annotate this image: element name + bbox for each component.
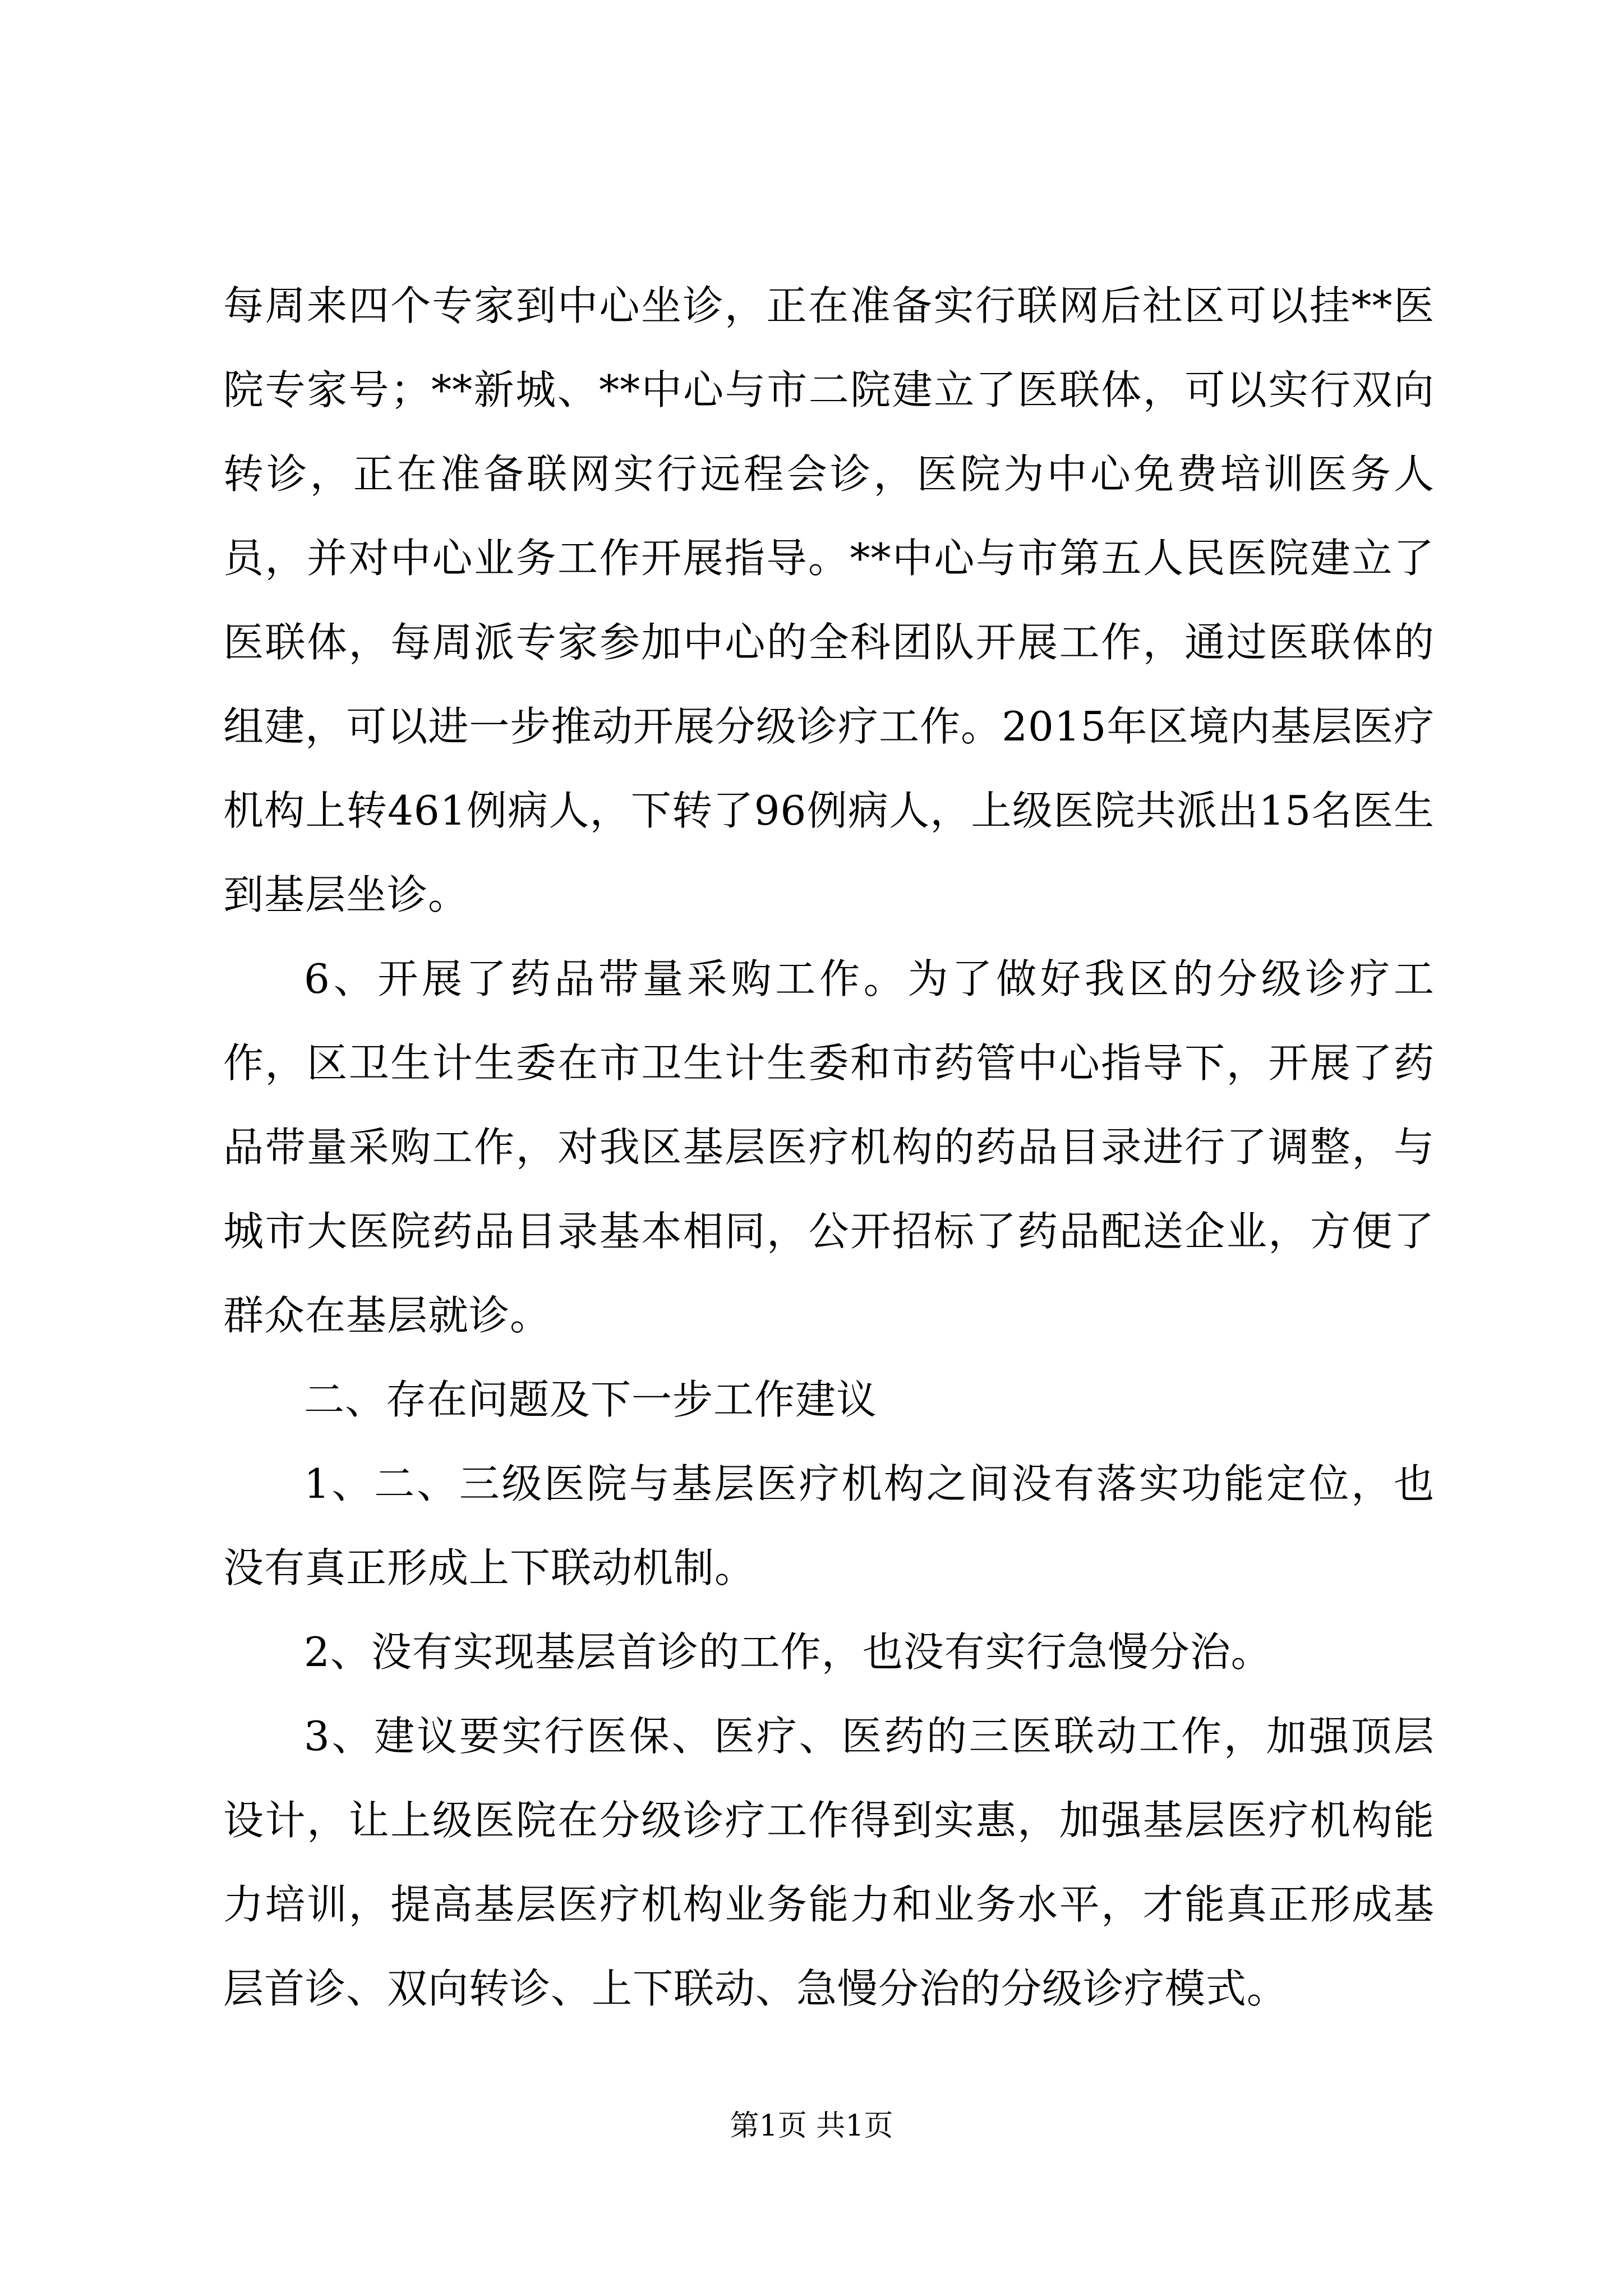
page-number-footer: 第1页 共1页 [730, 2109, 893, 2143]
paragraph-item-1: 1、二、三级医院与基层医疗机构之间没有落实功能定位，也没有真正形成上下联动机制。 [223, 1460, 1435, 1591]
paragraph-drug-procurement: 6、开展了药品带量采购工作。为了做好我区的分级诊疗工作，区卫生计生委在市卫生计生委和市药管中心指导下，开展了药品带量采购工作，对我区基层医疗机构的药品目录进行了调整，与城市大医院药品目录基本相同，公开招标了药品配送企业，方便了群众在基层就诊。 [223, 955, 1435, 1339]
section-heading-problems: 二、存在问题及下一步工作建议 [304, 1376, 878, 1423]
paragraph-continuation: 每周来四个专家到中心坐诊，正在准备实行联网后社区可以挂**医院专家号；**新城、**中心与市二院建立了医联体，可以实行双向转诊，正在准备联网实行远程会诊，医院为中心免费培训医务人员，并对中心业务工作开展指导。**中心与市第五人民医院建立了医联体，每周派专家参加中心的全科团队开展工作，通过医联体的组建，可以进一步推动开展分级诊疗工作。2015年区境内基层医疗机构上转461例病人，下转了96例病人，上级医院共派出15名医生到基层坐诊。 [223, 282, 1435, 918]
paragraph-item-2: 2、没有实现基层首诊的工作，也没有实行急慢分治。 [304, 1628, 1272, 1676]
paragraph-item-3: 3、建议要实行医保、医疗、医药的三医联动工作，加强顶层设计，让上级医院在分级诊疗工作得到实惠，加强基层医疗机构能力培训，提高基层医疗机构业务能力和业务水平，才能真正形成基层首诊、双向转诊、上下联动、急慢分治的分级诊疗模式。 [223, 1713, 1435, 2012]
document-body [223, 264, 1435, 2031]
